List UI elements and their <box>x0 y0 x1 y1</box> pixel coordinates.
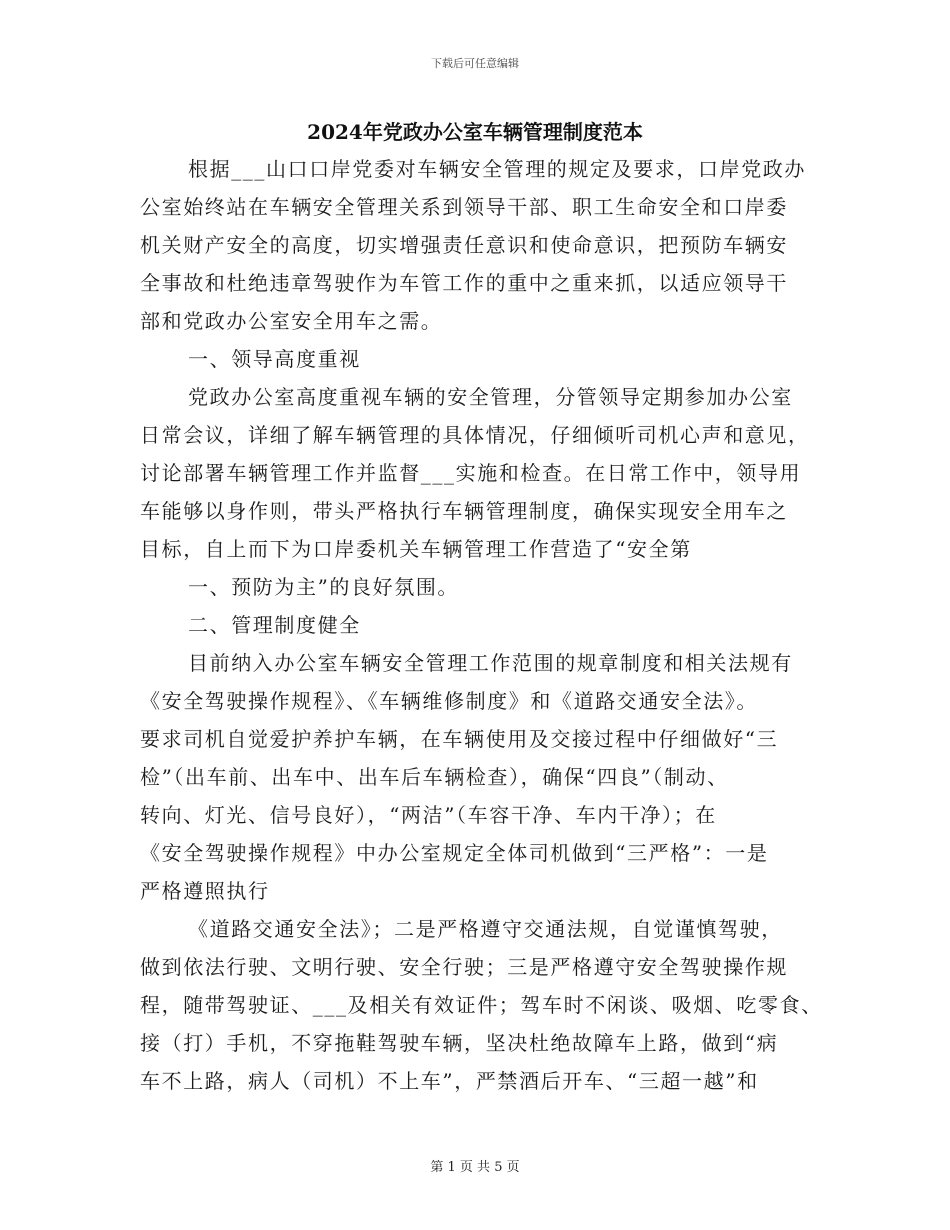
paragraph-line: 程，随带驾驶证、___及相关有效证件；驾车时不闲谈、吸烟、吃零食、 <box>140 993 823 1017</box>
paragraph-line: 目标，自上而下为口岸委机关车辆管理工作营造了“安全第 <box>140 537 692 561</box>
section-heading: 一、领导高度重视 <box>188 347 361 371</box>
paragraph-line: 严格遵照执行 <box>140 879 270 903</box>
paragraph-line: 转向、灯光、信号良好），“两洁”（车容干净、车内干净）；在 <box>140 803 717 827</box>
paragraph-line: 车能够以身作则，带头严格执行车辆管理制度，确保实现安全用车之 <box>140 499 788 523</box>
paragraph-line: 一、预防为主”的良好氛围。 <box>188 575 460 599</box>
paragraph-line: 机关财产安全的高度，切实增强责任意识和使命意识，把预防车辆安 <box>140 233 788 257</box>
paragraph-line: 做到依法行驶、文明行驶、安全行驶；三是严格遵守安全驾驶操作规 <box>140 955 788 979</box>
paragraph-line: 《道路交通安全法》；二是严格遵守交通法规，自觉谨慎驾驶， <box>188 917 783 941</box>
paragraph-line: 要求司机自觉爱护养护车辆，在车辆使用及交接过程中仔细做好“三 <box>140 727 779 751</box>
paragraph-line: 《安全驾驶操作规程》中办公室规定全体司机做到“三严格”：一是 <box>140 841 769 865</box>
page-number: 第 1 页 共 5 页 <box>430 1160 520 1175</box>
section-heading: 二、管理制度健全 <box>188 613 361 637</box>
paragraph-line: 公室始终站在车辆安全管理关系到领导干部、职工生命安全和口岸委 <box>140 195 788 219</box>
paragraph-line: 讨论部署车辆管理工作并监督___实施和检查。在日常工作中，领导用 <box>140 461 802 485</box>
header-note: 下载后可任意编辑 <box>431 57 519 70</box>
paragraph-line: 日常会议，详细了解车辆管理的具体情况，仔细倾听司机心声和意见， <box>140 423 810 447</box>
paragraph-line: 全事故和杜绝违章驾驶作为车管工作的重中之重来抓，以适应领导干 <box>140 271 788 295</box>
paragraph-line: 《安全驾驶操作规程》、《车辆维修制度》和《道路交通安全法》。 <box>140 689 758 713</box>
paragraph-line: 接（打）手机，不穿拖鞋驾驶车辆，坚决杜绝故障车上路，做到“病 <box>140 1031 779 1055</box>
document-body <box>140 150 830 1100</box>
paragraph-line: 目前纳入办公室车辆安全管理工作范围的规章制度和相关法规有 <box>188 651 793 675</box>
document-title: 2024年党政办公室车辆管理制度范本 <box>307 120 643 144</box>
paragraph-line: 部和党政办公室安全用车之需。 <box>140 309 443 333</box>
paragraph-line: 根据___山口口岸党委对车辆安全管理的规定及要求，口岸党政办 <box>188 157 806 181</box>
paragraph-line: 党政办公室高度重视车辆的安全管理，分管领导定期参加办公室 <box>188 385 793 409</box>
paragraph-line: 检”（出车前、出车中、出车后车辆检查），确保“四良”（制动、 <box>140 765 729 789</box>
paragraph-line: 车不上路，病人（司机）不上车”，严禁酒后开车、“三超一越”和 <box>140 1069 759 1093</box>
